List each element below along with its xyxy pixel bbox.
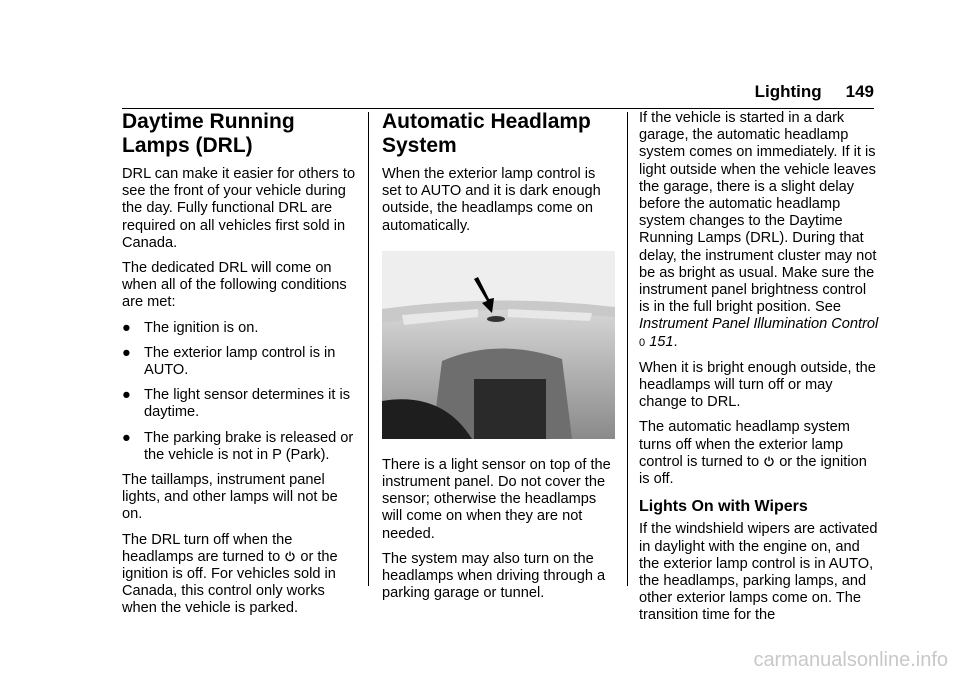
bullet-text: The parking brake is released or the vehicle is not in P (Park).	[144, 429, 354, 463]
lights-wipers-heading: Lights On with Wipers	[639, 498, 808, 516]
auto-headlamp-heading: Automatic Headlamp System	[382, 110, 591, 157]
page-ref-arrow-icon: 0	[639, 336, 646, 349]
watermark: carmanualsonline.info	[753, 649, 948, 671]
bullet-text: The light sensor determines it is daytime.	[144, 387, 351, 421]
bullet-item	[122, 345, 358, 379]
bullet-marker: ●	[122, 387, 131, 404]
garage-tunnel-text: The system may also turn on the headlamps when driving through a parking garage or tunnel.	[382, 550, 606, 602]
dark-garage-text: If the vehicle is started in a dark garage, the automatic headlamp system comes on immediately. If it is light outside when the vehicle leaves the garage, there is a slight delay before the automatic headlamp system changes to the Daytime Running Lamps (DRL). During that delay, the instrument cluster may not be as bright as usual. Make sure the instrument panel brightness control is in the full bright position. See Instrument Panel Illumination Control 0 151.	[639, 110, 879, 350]
bullet-marker: ●	[122, 429, 131, 446]
light-sensor-text: There is a light sensor on top of the instrument panel. Do not cover the sensor; otherwise the headlamps will come on when they are not needed.	[382, 456, 611, 542]
page-number: 149	[845, 82, 874, 101]
header-rule	[122, 108, 874, 109]
bullet-marker: ●	[122, 344, 131, 361]
page-header	[755, 82, 874, 102]
dashboard-light-sensor-image	[382, 251, 615, 439]
lights-wipers-text: If the windshield wipers are activated in daylight with the engine on, and the exterior lamp control is in AUTO, the headlamps, parking lamps, and other exterior lamps come on. The transition time for the	[639, 521, 878, 624]
column-1	[122, 110, 358, 626]
bullet-text: The ignition is on.	[144, 319, 259, 336]
section-title: Lighting	[754, 82, 822, 101]
drl-other-lamps: The taillamps, instrument panel lights, and other lamps will not be on.	[122, 472, 338, 523]
column-divider-1	[368, 112, 369, 586]
power-off-icon	[764, 456, 774, 467]
bullet-item	[122, 387, 358, 421]
column-divider-2	[627, 112, 628, 586]
bullet-item	[122, 320, 358, 337]
auto-off-text: The automatic headlamp system turns off when the exterior lamp control is turned to or the ignition is off.	[639, 419, 867, 488]
cross-reference-link[interactable]: Instrument Panel Illumination Control	[639, 316, 879, 333]
drl-conditions-intro: The dedicated DRL will come on when all of the following conditions are met:	[122, 260, 347, 311]
auto-headlamp-intro: When the exterior lamp control is set to AUTO and it is dark enough outside, the headlamps come on automatically.	[382, 166, 601, 234]
column-2	[382, 110, 618, 610]
power-off-icon	[285, 551, 295, 562]
cross-reference-page[interactable]: 151	[649, 333, 674, 350]
drl-intro: DRL can make it easier for others to see the front of your vehicle during the day. Fully functional DRL are required on all vehicles first sold in Canada.	[122, 166, 356, 251]
bright-outside-text: When it is bright enough outside, the headlamps will turn off or may change to DRL.	[639, 359, 876, 411]
drl-heading: Daytime Running Lamps (DRL)	[122, 110, 295, 157]
bullet-marker: ●	[122, 319, 131, 336]
bullet-item	[122, 430, 358, 464]
drl-turn-off: The DRL turn off when the headlamps are turned to or the ignition is off. For vehicles sold in Canada, this control only works when the vehicle is parked.	[122, 531, 338, 617]
bullet-text: The exterior lamp control is in AUTO.	[144, 344, 336, 379]
column-3	[639, 110, 879, 633]
